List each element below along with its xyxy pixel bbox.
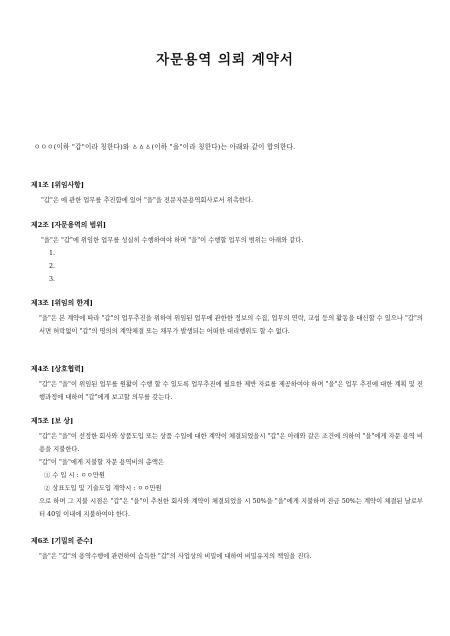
article-heading: 제1조 [위임사항] <box>31 181 84 189</box>
fee-total-line: "갑"이 "을"에게 지불할 자문 용역비의 총액은 <box>39 459 165 466</box>
article-heading: 제6조 [기밀의 준수] <box>31 537 93 545</box>
list-item: 2. <box>49 263 56 270</box>
article-body: "을"은 "갑"에 위임한 업무를 성실히 수행하여야 하며 "을"이 수행할 업무의 범위는 아래와 같다. <box>41 237 304 244</box>
list-item: 3. <box>49 276 56 283</box>
article-3 <box>31 299 423 338</box>
intro-paragraph: ㅇㅇㅇ(이하 "갑"이라 칭한다)와 ㅿㅿㅿ(이하 "을"이라 칭한다)는 아래와 같이 합의한다. <box>34 143 296 151</box>
list-item: 1. <box>49 250 56 257</box>
article-heading: 제5조 [보 상] <box>31 417 74 425</box>
fee-item: ① 수 입 시 : ㅇㅇ만원 <box>44 472 106 479</box>
article-heading: 제3조 [위임의 한계] <box>31 299 93 307</box>
article-body: "을"은 "갑"의 용역수행에 관련하여 습득한 "갑"의 사업상의 비밀에 대하여 비밀유지의 책임을 진다. <box>39 553 312 560</box>
article-4 <box>31 365 423 404</box>
article-5 <box>31 417 423 521</box>
payment-terms: 으로 하며 그 지불 시점은 "갑"은 "을"이 추천한 회사와 계약이 체결되었을 시 50%을 "을"에게 지불하며 잔금 50%는 계약이 체결된 날로부터 40일 이내에 지불하여야 한다. <box>39 498 423 518</box>
fee-item: ② 상표도입 및 기술도입 계약시 : ㅇㅇ만원 <box>44 485 162 492</box>
article-body: "갑"은 "을"이 위임된 업무를 원활이 수행 할 수 있도록 업무추진에 필요한 제반 자료를 제공하여야 하며 "을"은 업무 추진에 대한 계획 및 진행과정에 대하여 "갑"에게 보고할 의무를 갖는다. <box>39 381 423 401</box>
article-6 <box>31 537 423 563</box>
article-body: "갑"은 에 관한 업무를 추진함에 있어 "을"을 전문자문용역회사로서 위촉한다. <box>41 197 254 204</box>
article-2 <box>31 221 423 286</box>
article-heading: 제4조 [상호협력] <box>31 365 84 373</box>
article-body: "을"은 본 계약에 따라 "갑"의 업무추진을 위하여 위임된 업무에 관한한 정보의 수집, 업무의 연락, 교섭 등의 활동을 대신할 수 있으나 "갑"의 서면 허락없이 "갑"의 명의의 계약체결 또는 채무가 발생되는 어떠한 대리행위도 할 수 없다. <box>39 315 423 335</box>
article-1 <box>31 181 423 207</box>
document-title: 자문용역 의뢰 계약서 <box>156 52 294 68</box>
article-body: "갑"은 "을"이 선정한 회사와 상품도입 또는 상품 수입에 대한 계약이 체결되었을시 "갑"은 아래와 같은 조건에 의하여 "을"에게 자문 용역 비용을 지불한다. <box>39 433 423 453</box>
article-heading: 제2조 [자문용역의 범위] <box>31 221 106 229</box>
